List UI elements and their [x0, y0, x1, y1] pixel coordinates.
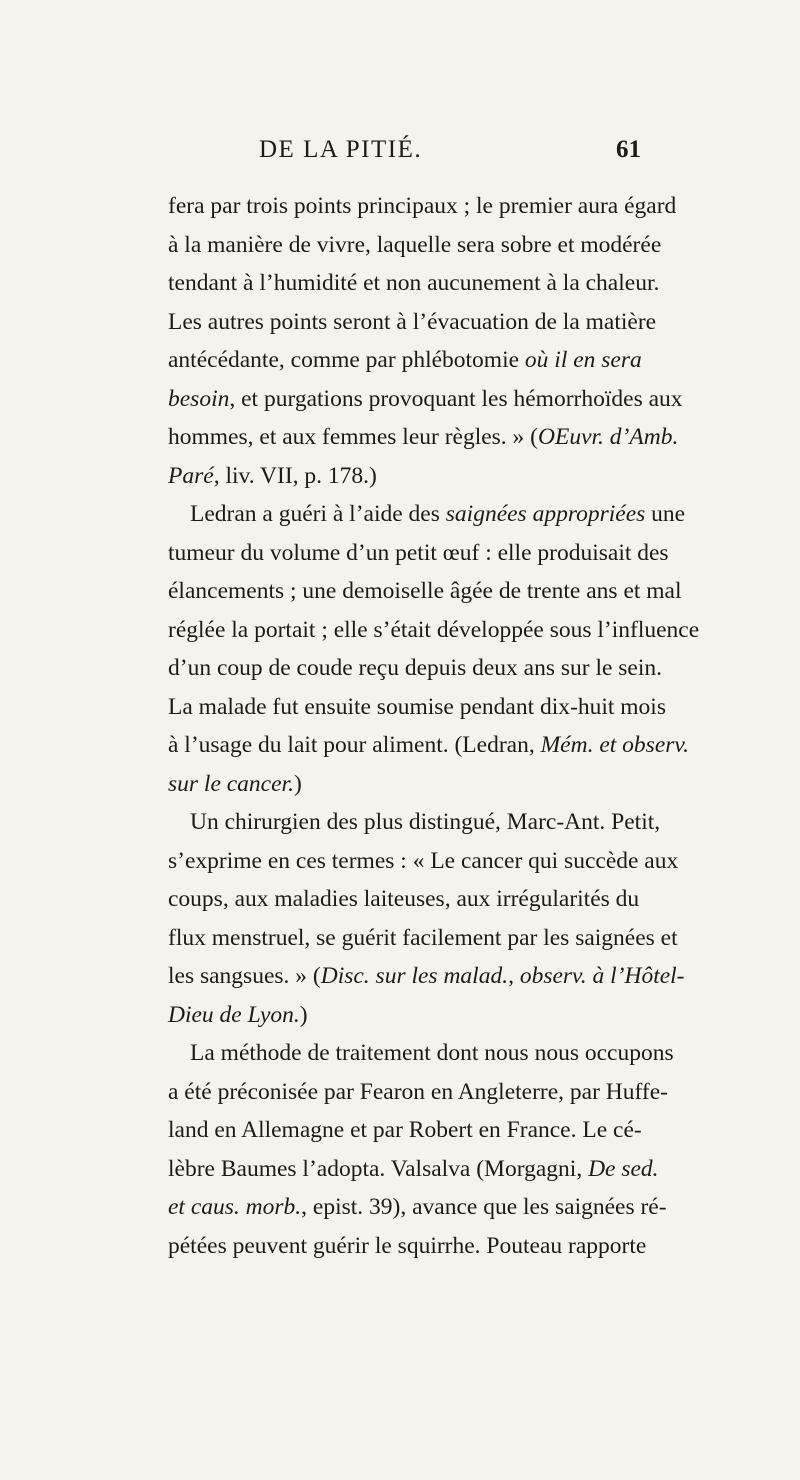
text-span: ) [299, 1001, 308, 1028]
text-span: fera par trois points principaux ; le premier aura égard [168, 193, 677, 219]
running-title: DE LA PITIÉ. [259, 136, 423, 163]
text-line [168, 418, 679, 457]
text-line [168, 1188, 667, 1227]
text-line [168, 1111, 642, 1150]
text-span: tendant à l’humidité et non aucunement à la chaleur. [168, 270, 660, 296]
text-line [168, 264, 660, 303]
text-line [168, 880, 638, 919]
body-text [168, 187, 700, 1265]
text-line [168, 649, 663, 688]
text-span: La malade fut ensuite soumise pendant dix-huit mois [168, 693, 666, 720]
text-line [168, 572, 682, 611]
text-span: ) [293, 770, 302, 797]
text-span: flux menstruel, se guérit facilement par les saignées et [168, 924, 678, 951]
italic-text: où il en sera [524, 347, 642, 373]
text-line [168, 380, 683, 419]
italic-text: sur le cancer. [168, 770, 294, 797]
text-span: élancements ; une demoiselle âgée de trente ans et mal [168, 578, 682, 604]
text-line [168, 803, 661, 842]
text-line [168, 765, 638, 804]
text-span: , et purgations provoquant les hémorrhoïdes aux [229, 385, 683, 412]
text-span: réglée la portait ; elle s’était développée sous l’influence [168, 616, 700, 643]
italic-text: Disc. sur les malad., observ. à l’Hôtel- [320, 963, 685, 989]
text-span: , liv. VII, p. 178.) [213, 462, 377, 489]
text-line [168, 842, 679, 881]
text-line [168, 919, 678, 958]
text-span: les sangsues. » ( [168, 963, 321, 989]
text-line [168, 957, 685, 996]
italic-text: OEuvr. d’Amb. [538, 424, 679, 450]
text-line [168, 226, 662, 265]
text-span: à la manière de vivre, laquelle sera sobre et modérée [168, 231, 662, 258]
text-line [168, 1150, 659, 1189]
text-line [168, 688, 666, 727]
text-span: coups, aux maladies laiteuses, aux irrégularités du [168, 886, 640, 912]
text-line [168, 726, 689, 765]
text-span: Ledran a guéri à l’aide des [190, 501, 446, 527]
italic-text: Dieu de Lyon. [168, 1001, 300, 1028]
text-line [168, 187, 677, 226]
text-line [168, 534, 669, 573]
text-span: s’exprime en ces termes : « Le cancer qui succède aux [168, 847, 679, 874]
text-span: a été préconisée par Fearon en Angleterre, par Huffe- [168, 1078, 668, 1105]
text-span: land en Allemagne et par Robert en France. Le cé- [168, 1117, 642, 1143]
italic-text: De sed. [588, 1155, 659, 1182]
text-span: Un chirurgien des plus distingué, Marc-Ant. Petit, [190, 809, 661, 835]
text-span: pétées peuvent guérir le squirrhe. Pouteau rapporte [168, 1232, 647, 1259]
text-line [168, 457, 638, 496]
text-line [168, 303, 657, 342]
text-line [168, 341, 642, 380]
text-line [168, 1034, 674, 1073]
text-span: tumeur du volume d’un petit œuf : elle produisait des [168, 539, 669, 566]
text-span: hommes, et aux femmes leur règles. » ( [168, 424, 539, 450]
italic-text: Mém. et observ. [540, 732, 689, 758]
italic-text: Paré [168, 462, 214, 489]
text-line [168, 996, 638, 1035]
text-line [168, 1073, 668, 1112]
text-span: une [645, 501, 686, 527]
text-span: La méthode de traitement dont nous nous occupons [190, 1040, 674, 1066]
text-span: , epist. 39), avance que les saignées ré- [301, 1194, 667, 1220]
text-span: Les autres points seront à l’évacuation de la matière [168, 308, 657, 335]
italic-text: besoin [168, 385, 230, 412]
text-span: lèbre Baumes l’adopta. Valsalva (Morgagni, [168, 1155, 589, 1182]
italic-text: et caus. morb. [168, 1194, 302, 1220]
page-number: 61 [616, 136, 641, 163]
italic-text: saignées appropriées [445, 501, 646, 527]
page-header [0, 136, 800, 176]
text-line [168, 611, 700, 650]
text-line [168, 1227, 647, 1266]
text-span: antécédante, comme par phlébotomie [168, 347, 525, 373]
text-line [168, 495, 686, 534]
text-span: d’un coup de coude reçu depuis deux ans sur le sein. [168, 655, 663, 681]
text-span: à l’usage du lait pour aliment. (Ledran, [168, 732, 541, 758]
